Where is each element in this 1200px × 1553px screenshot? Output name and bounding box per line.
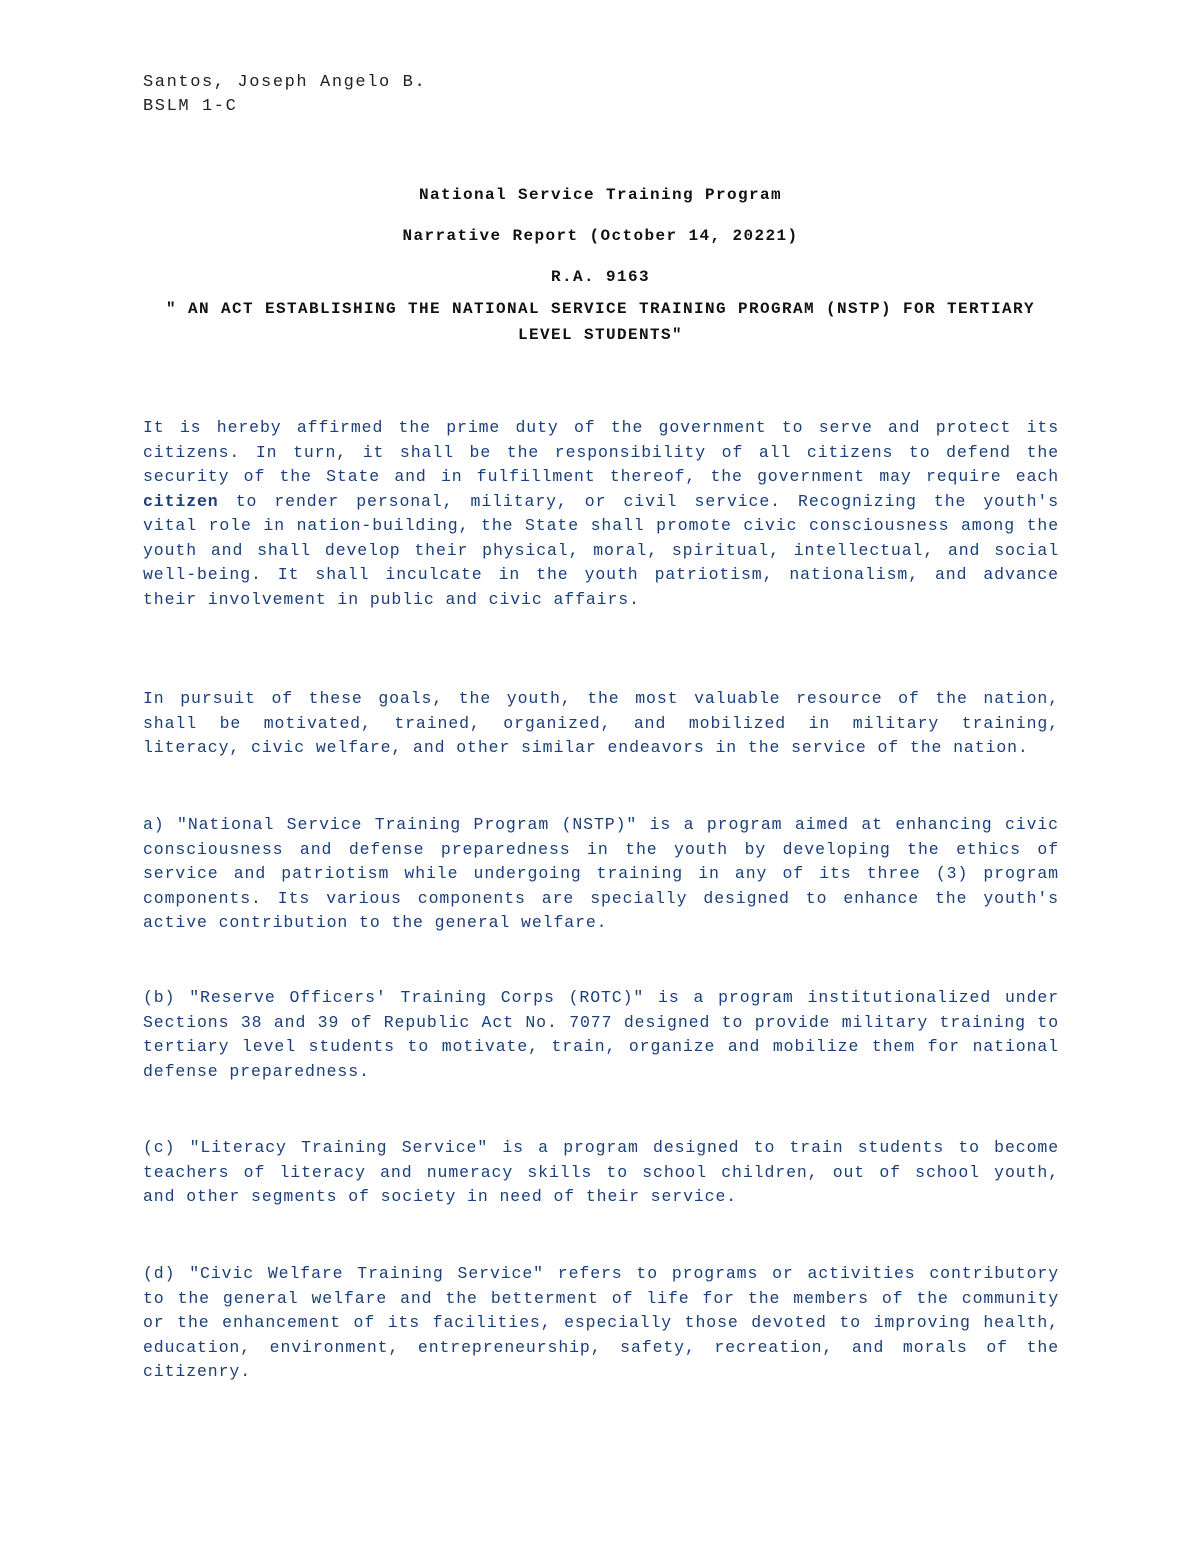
paragraph-declaration-end: to render personal, military, or civil service. Recognizing the youth's vital role in nation-building, the State shall promote civic consciousness among the youth and shall develop their physical, moral, spiritual, intellectual, and social well-being. It shall inculcate in the youth patriotism, nationalism, and advance their involvement in public and civic affairs. bbox=[143, 491, 1059, 609]
ra-number: R.A. 9163 bbox=[550, 268, 650, 286]
paragraph-goals: In pursuit of these goals, the youth, the most valuable resource of the nation, shall be motivated, trained, organized, and mobilized in military training, literacy, civic welfare, and other similar endeavors in the service of the nation. bbox=[143, 689, 1059, 757]
author-name: Santos, Joseph Angelo B. bbox=[143, 73, 427, 92]
definition-lts: (c) "Literacy Training Service" is a program designed to train students to become teachers of literacy and numeracy skills to school children, out of school youth, and other segments of society in need of their service. bbox=[143, 1138, 1059, 1206]
paragraph-declaration-start: It is hereby affirmed the prime duty of the government to serve and protect its citizens. In turn, it shall be the responsibility of all citizens to defend the security of the State and in fulfillment thereof, the government may require each bbox=[143, 418, 1059, 486]
definition-rotc: (b) "Reserve Officers' Training Corps (ROTC)" is a program institutionalized under Sections 38 and 39 of Republic Act No. 7077 designed to provide military training to tertiary level students to motivate, train, organize and mobilize them for national defense preparedness. bbox=[143, 988, 1059, 1081]
author-section: BSLM 1-C bbox=[143, 97, 238, 116]
program-title: National Service Training Program bbox=[418, 186, 783, 204]
definition-cwts: (d) "Civic Welfare Training Service" refers to programs or activities contributory to the general welfare and the betterment of life for the members of the community or the enhancement of its facilities, especially those devoted to improving health, education, environment, entrepreneurship, safety, recreation, and morals of the citizenry. bbox=[143, 1264, 1059, 1381]
paragraph-declaration-emphasis: citizen bbox=[143, 491, 219, 511]
author-block bbox=[143, 71, 426, 119]
paragraph-declaration bbox=[143, 416, 1059, 612]
report-title: Narrative Report (October 14, 20221) bbox=[402, 227, 799, 245]
act-title: " AN ACT ESTABLISHING THE NATIONAL SERVICE TRAINING PROGRAM (NSTP) FOR TERTIARY LEVEL STUDENTS" bbox=[165, 300, 1036, 344]
definition-nstp: a) "National Service Training Program (NSTP)" is a program aimed at enhancing civic consciousness and defense preparedness in the youth by developing the ethics of service and patriotism while undergoing training in any of its three (3) program components. Its various components are specially designed to enhance the youth's active contribution to the general welfare. bbox=[143, 815, 1059, 932]
